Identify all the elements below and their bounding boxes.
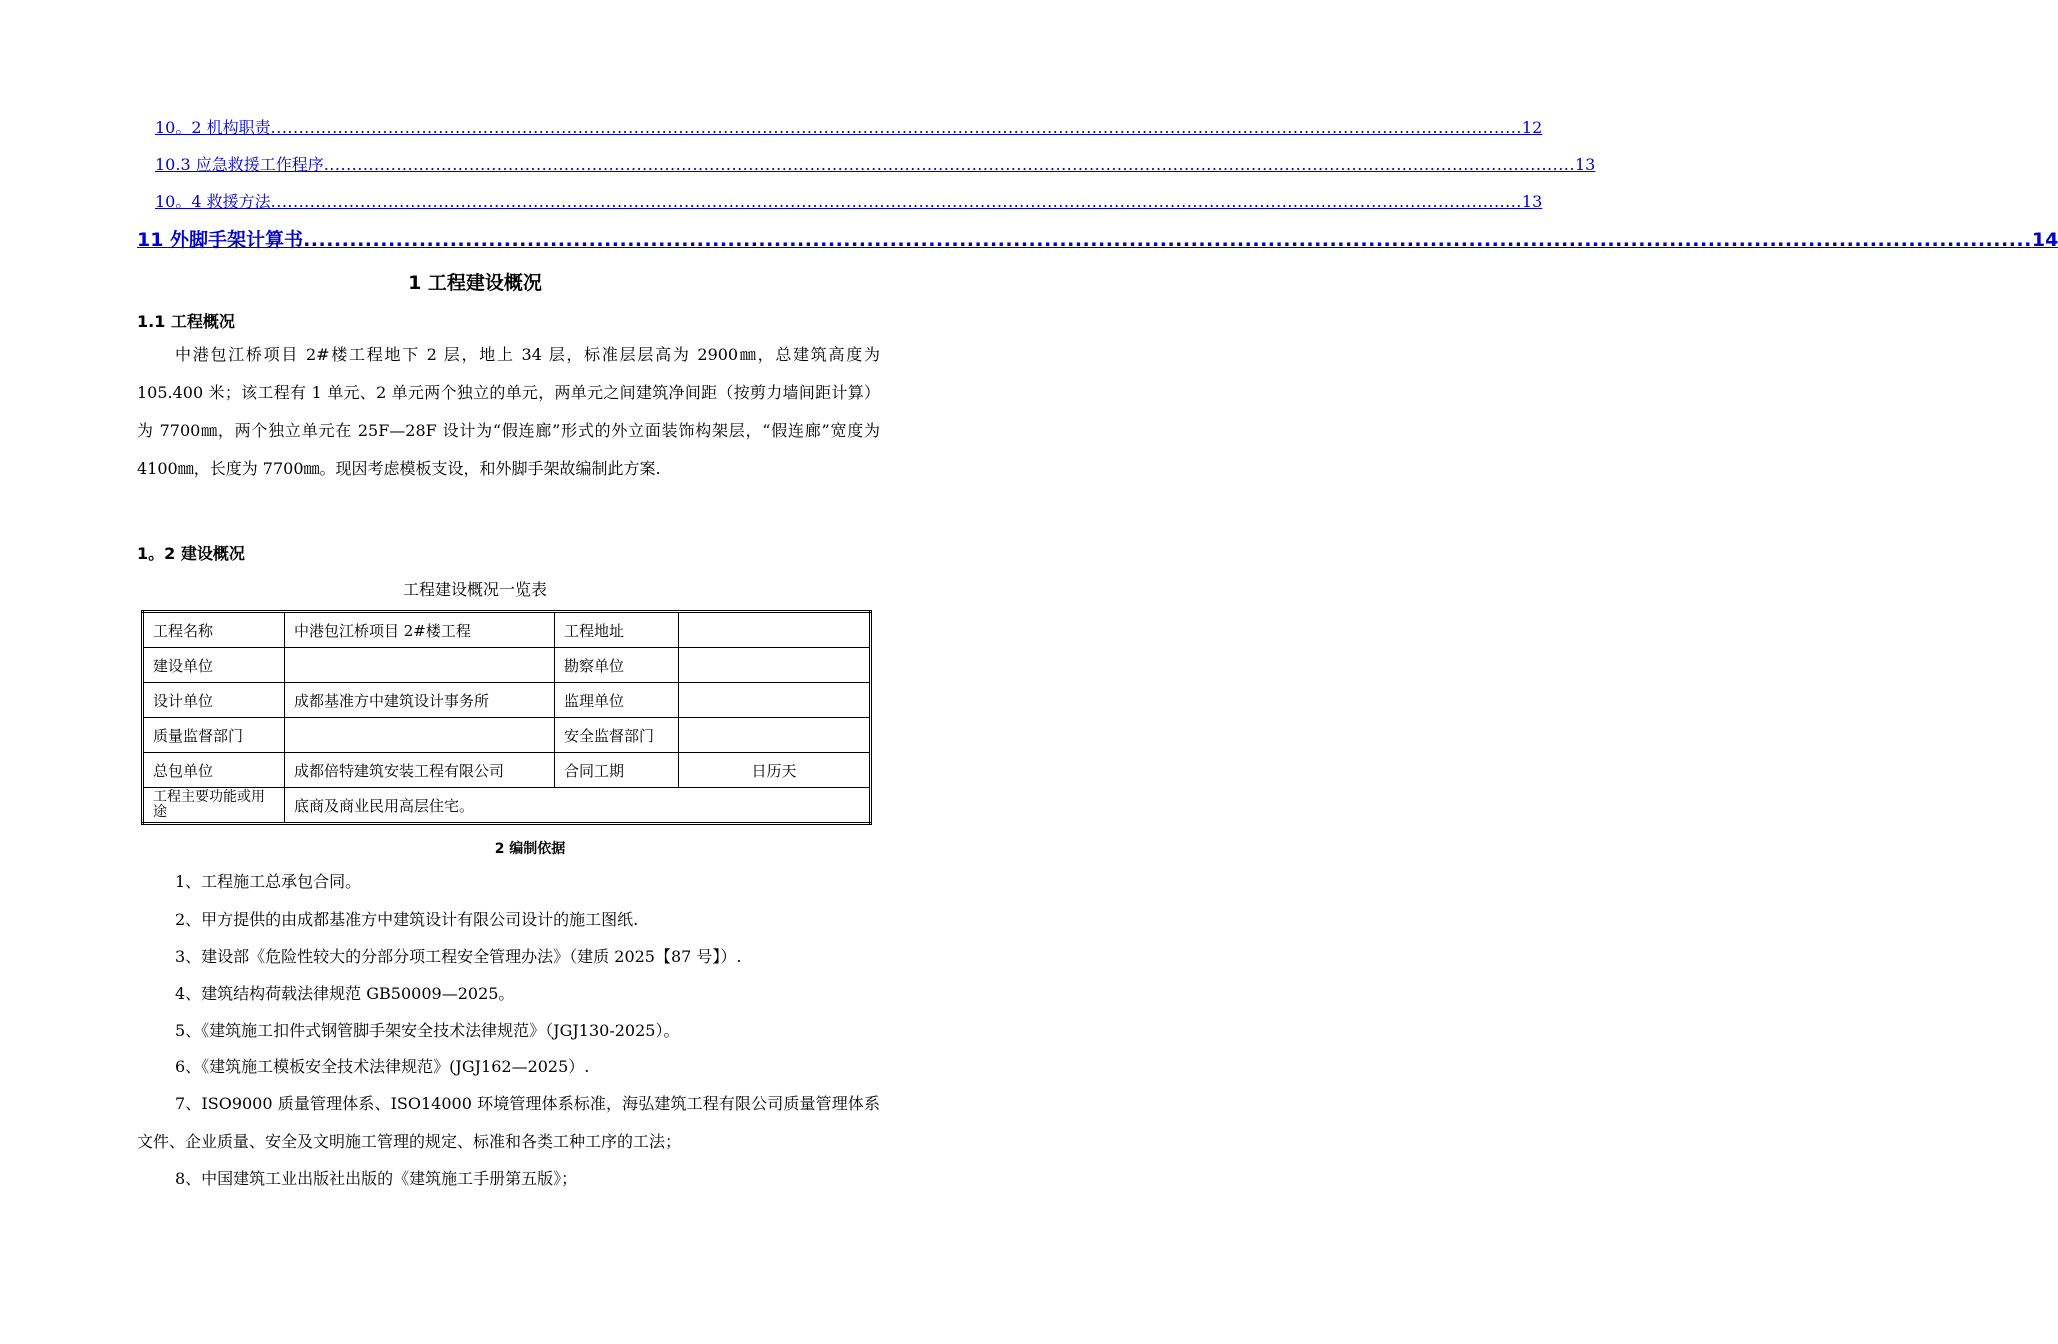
table-row: [143, 648, 871, 683]
toc-entry-label: 10.3 应急救援工作程序: [155, 155, 324, 174]
table-cell: 设计单位: [143, 683, 285, 718]
table-cell: [679, 718, 871, 753]
toc-entry[interactable]: [155, 118, 1543, 138]
toc-entry-label: 10。4 救援方法: [155, 192, 271, 211]
table-cell: 工程地址: [555, 612, 679, 648]
table-cell: 中港包江桥项目 2#楼工程: [285, 612, 555, 648]
table-caption: 工程建设概况一览表: [402, 580, 547, 599]
list-item: 6、《建筑施工模板安全技术法律规范》(JGJ162—2025）.: [175, 1057, 590, 1076]
table-row: [143, 753, 871, 788]
table-row: [143, 683, 871, 718]
table-cell: 监理单位: [555, 683, 679, 718]
list-item: 3、建设部《危险性较大的分部分项工程安全管理办法》（建质 2025【87 号】）.: [175, 947, 742, 966]
table-cell: 底商及商业民用高层住宅。: [285, 788, 871, 824]
subsection-title: 1。2 建设概况: [137, 544, 245, 563]
toc-entry-page: 12: [1521, 118, 1543, 137]
toc-entry[interactable]: [155, 192, 1543, 212]
table-cell: 成都倍特建筑安装工程有限公司: [285, 753, 555, 788]
toc-entry-label: 11 外脚手架计算书: [137, 229, 304, 251]
toc-entry[interactable]: [155, 155, 1596, 175]
toc-leader: ................................................................................................................................................................................................................................: [270, 192, 1522, 211]
toc-leader: ................................................................................................................................................................................................................................: [323, 155, 1575, 174]
toc-entry-page: 13: [1521, 192, 1543, 211]
subsection-title: 1.1 工程概况: [137, 312, 235, 331]
section-title: 1 工程建设概况: [408, 272, 542, 294]
section-title: 2 编制依据: [494, 841, 566, 857]
table-cell: 总包单位: [143, 753, 285, 788]
toc-entry-page: 13: [1574, 155, 1596, 174]
table-cell: 日历天: [679, 753, 871, 788]
list-item: 4、建筑结构荷载法律规范 GB50009—2025。: [175, 984, 515, 1003]
toc-leader: ................................................................................................................................................................................................................................: [270, 118, 1522, 137]
table-cell: 安全监督部门: [555, 718, 679, 753]
toc-entry-major[interactable]: [137, 228, 2058, 252]
table-cell: 质量监督部门: [143, 718, 285, 753]
table-cell: 合同工期: [555, 753, 679, 788]
table-cell: 工程名称: [143, 612, 285, 648]
table-cell: [679, 612, 871, 648]
table-cell: [679, 648, 871, 683]
project-info-table: [141, 610, 872, 825]
toc-entry-page: 14: [2031, 229, 2058, 251]
table-row: [143, 788, 871, 824]
table-cell: [285, 648, 555, 683]
project-overview-paragraph: 中港包江桥项目 2#楼工程地下 2 层，地上 34 层，标准层层高为 2900㎜，总建筑高度为 105.400 米；该工程有 1 单元、2 单元两个独立的单元，两单元之间建筑净间距（按剪力墙间距计算）为 7700㎜，两个独立单元在 25F—28F 设计为“假连廊”形式的外立面装饰构架层，“假连廊”宽度为 4100㎜，长度为 7700㎜。现因考虑模板支设，和外脚手架故编制此方案.: [137, 345, 880, 478]
list-item: 5、《建筑施工扣件式钢管脚手架安全技术法律规范》（JGJ130-2025）。: [175, 1021, 680, 1040]
table-cell: 建设单位: [143, 648, 285, 683]
list-item: 8、中国建筑工业出版社出版的《建筑施工手册第五版》；: [175, 1169, 578, 1188]
table-cell: 成都基准方中建筑设计事务所: [285, 683, 555, 718]
toc-leader: ................................................................................................................................................................................................................................: [303, 229, 2032, 251]
table-row: [143, 612, 871, 648]
table-cell: 工程主要功能或用途: [143, 788, 285, 824]
list-item: 2、甲方提供的由成都基准方中建筑设计有限公司设计的施工图纸.: [175, 910, 639, 929]
toc-entry-label: 10。2 机构职责: [155, 118, 271, 137]
table-cell: [285, 718, 555, 753]
list-item: 7、ISO9000 质量管理体系、ISO14000 环境管理体系标准，海弘建筑工程有限公司质量管理体系文件、企业质量、安全及文明施工管理的规定、标准和各类工种工序的工法；: [137, 1094, 880, 1151]
list-item: 1、工程施工总承包合同。: [175, 872, 362, 891]
table-row: [143, 718, 871, 753]
table-cell: 勘察单位: [555, 648, 679, 683]
table-cell: [679, 683, 871, 718]
